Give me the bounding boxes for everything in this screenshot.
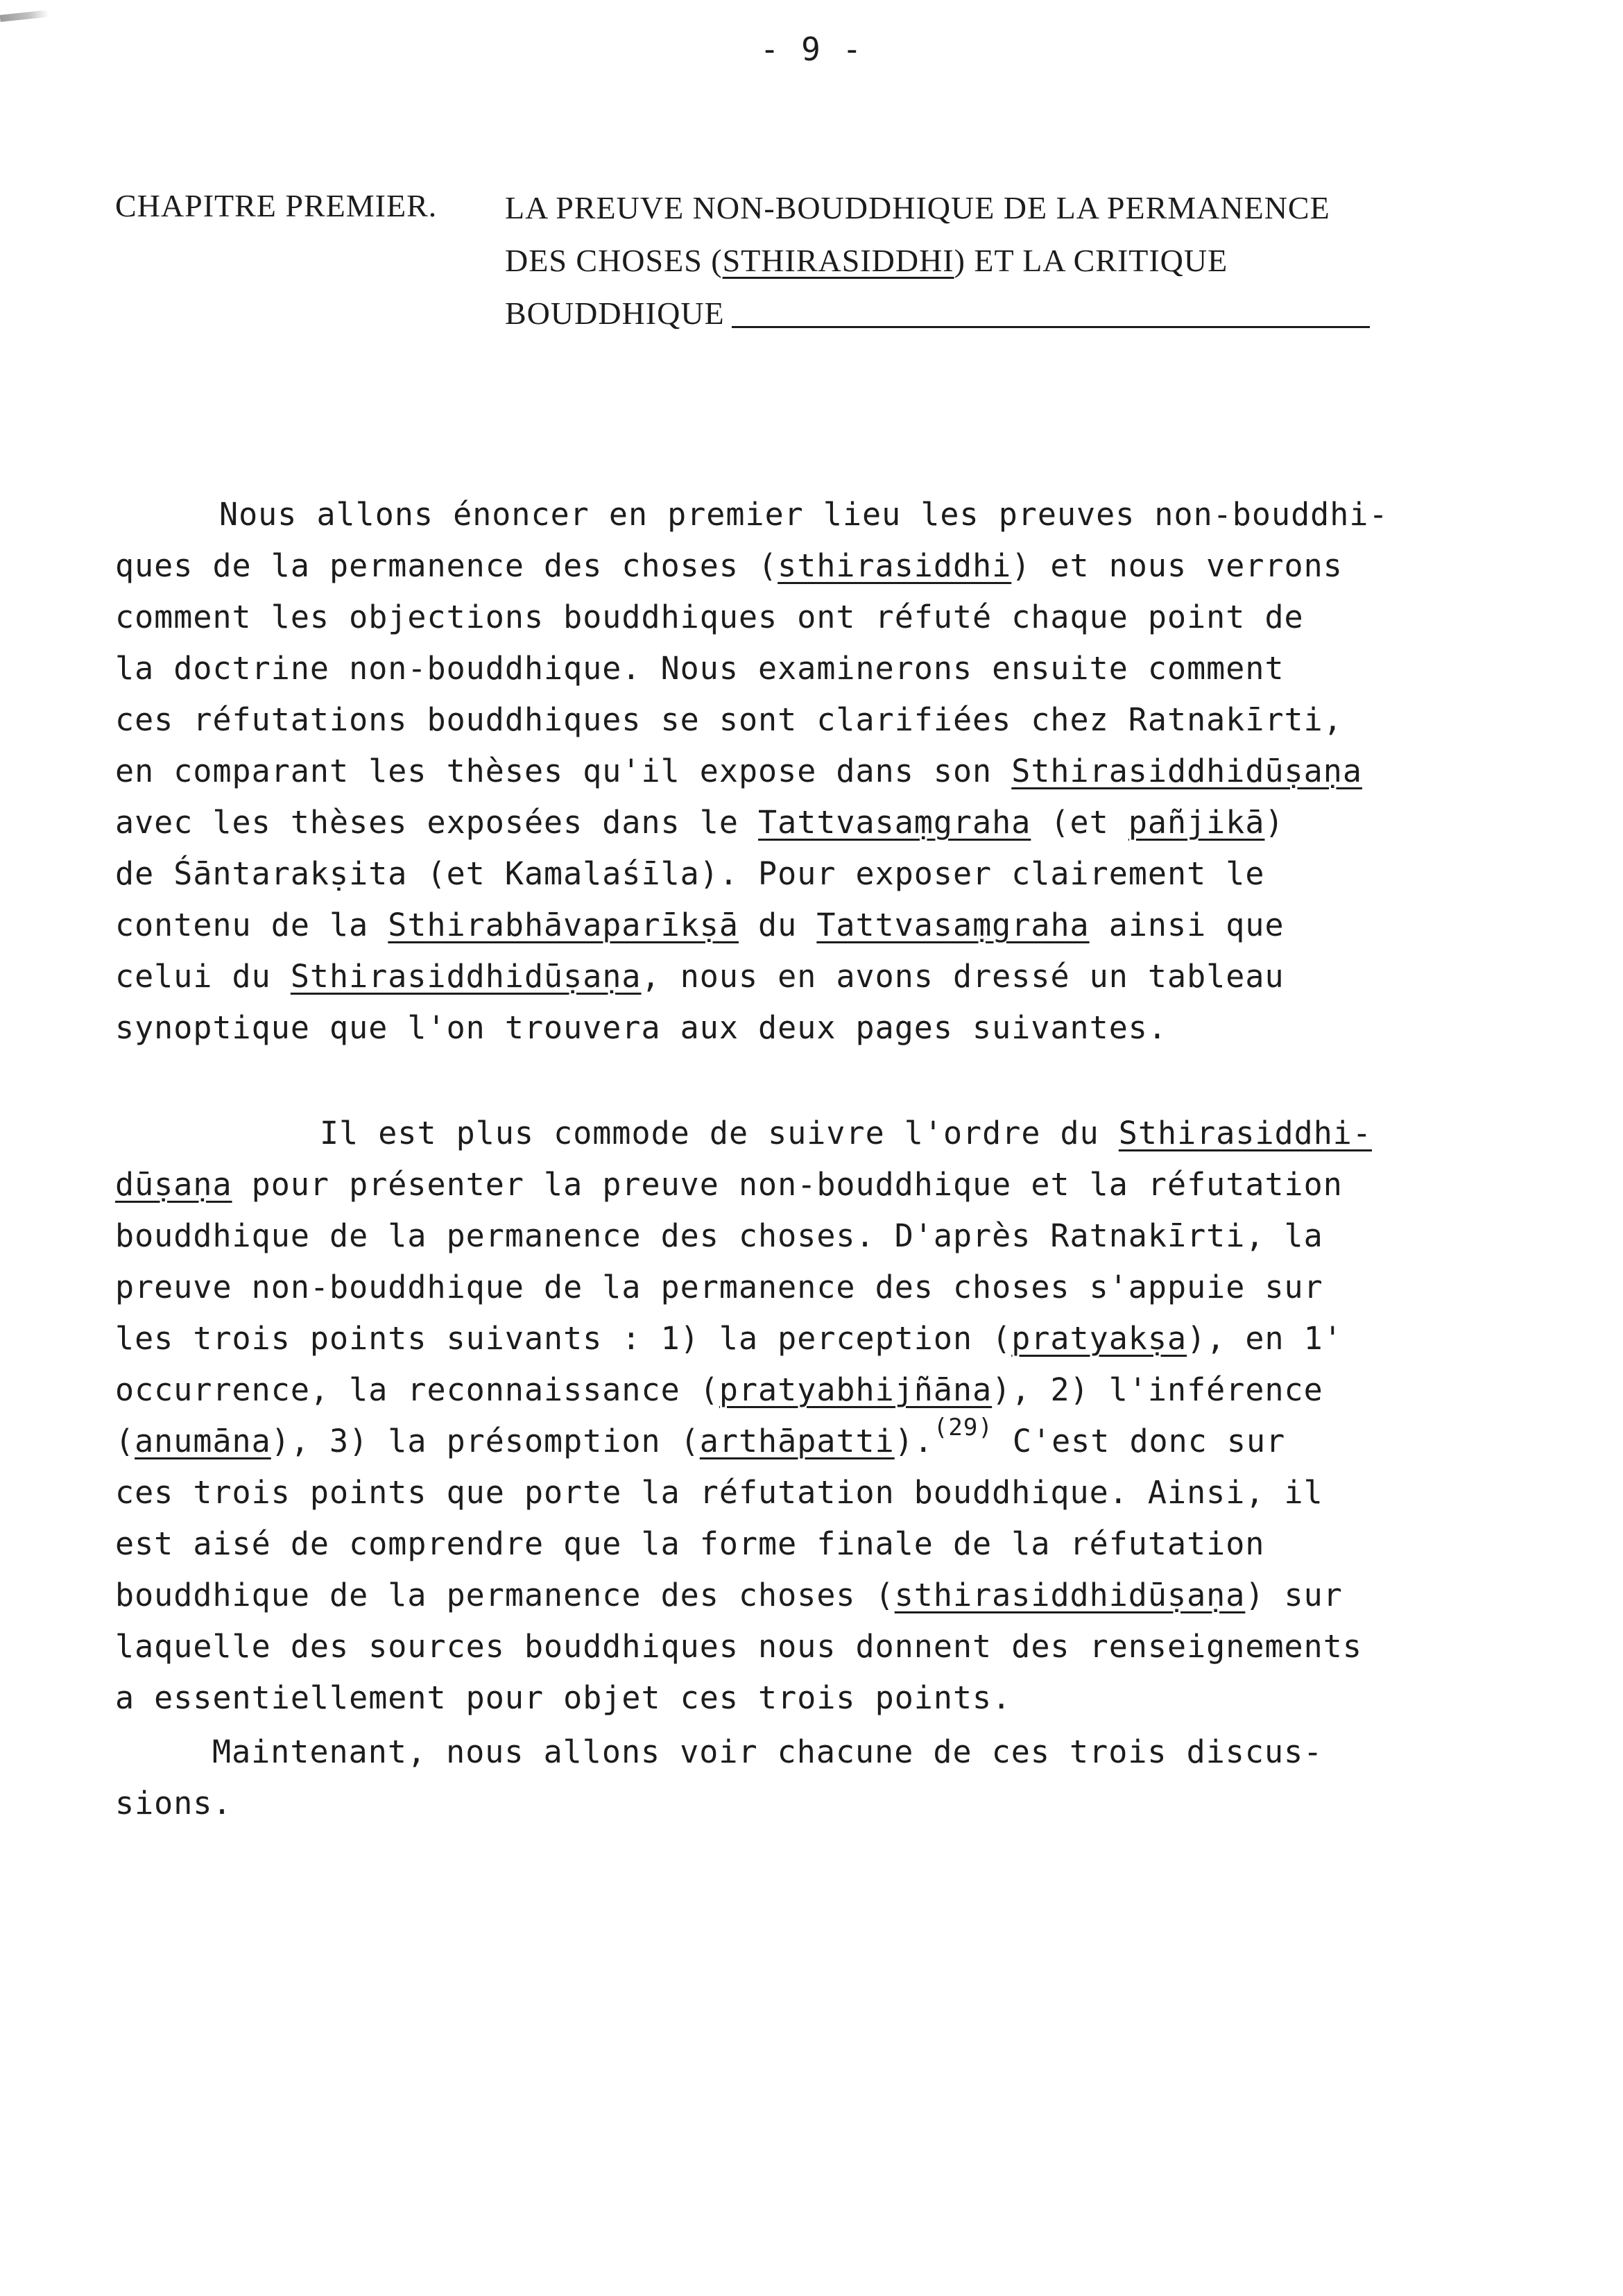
paragraph-2 — [115, 1108, 1530, 1724]
text-line: ces réfutations bouddhiques se sont clarifiées chez Ratnakīrti, — [115, 701, 1343, 738]
underlined-term: pañjikā — [1128, 804, 1265, 841]
underlined-term: pratyakṣa — [1011, 1320, 1187, 1357]
chapter-title-line: BOUDDHIQUE — [505, 287, 1370, 340]
paragraph-3 — [115, 1727, 1530, 1829]
underlined-term: Tattvasaṃgraha — [816, 907, 1090, 943]
page-number: - 9 - — [759, 31, 864, 68]
chapter-title-line: DES CHOSES (STHIRASIDDHI) ET LA CRITIQUE — [505, 243, 1228, 278]
text-line: les trois points suivants : 1) la perception (pratyakṣa), en 1' — [115, 1320, 1343, 1357]
text-line: preuve non-bouddhique de la permanence des choses s'appuie sur — [115, 1269, 1323, 1305]
chapter-title — [505, 182, 1370, 340]
underlined-term: arthāpatti — [699, 1423, 895, 1459]
underlined-term: Sthirasiddhidūṣaṇa — [290, 958, 642, 995]
text-line: comment les objections bouddhiques ont réfuté chaque point de — [115, 599, 1304, 635]
chapter-title-line: LA PREUVE NON-BOUDDHIQUE DE LA PERMANENCE — [505, 190, 1330, 225]
underlined-term: sthirasiddhi — [778, 547, 1012, 584]
underlined-term: Tattvasaṃgraha — [758, 804, 1031, 841]
text-line: ques de la permanence des choses (sthirasiddhi) et nous verrons — [115, 547, 1343, 584]
text-line: Nous allons énoncer en premier lieu les preuves non-bouddhi- — [219, 496, 1389, 533]
text-line: Il est plus commode de suivre l'ordre du Sthirasiddhi- — [320, 1115, 1372, 1151]
title-rule — [732, 326, 1370, 328]
underlined-term: dūṣaṇa — [115, 1166, 232, 1203]
underlined-term: anumāna — [135, 1423, 271, 1459]
underlined-term: Sthirasiddhi- — [1118, 1115, 1372, 1151]
underlined-term: STHIRASIDDHI — [722, 243, 954, 278]
text-line: contenu de la Sthirabhāvaparīkṣā du Tattvasaṃgraha ainsi que — [115, 907, 1285, 943]
text-line: laquelle des sources bouddhiques nous donnent des renseignements — [115, 1628, 1362, 1665]
underlined-term: Sthirasiddhidūṣaṇa — [1011, 753, 1362, 789]
text-line: bouddhique de la permanence des choses. D'après Ratnakīrti, la — [115, 1217, 1323, 1254]
text-line: occurrence, la reconnaissance (pratyabhijñāna), 2) l'inférence — [115, 1371, 1323, 1408]
text-line: de Śāntarakṣita (et Kamalaśīla). Pour exposer clairement le — [115, 855, 1265, 892]
text-line: dūṣaṇa pour présenter la preuve non-bouddhique et la réfutation — [115, 1166, 1343, 1203]
underlined-term: pratyabhijñāna — [719, 1371, 993, 1408]
scan-smudge — [0, 10, 49, 22]
text-line: avec les thèses exposées dans le Tattvasaṃgraha (et pañjikā) — [115, 804, 1285, 841]
text-line: la doctrine non-bouddhique. Nous examinerons ensuite comment — [115, 650, 1285, 687]
text-line: Maintenant, nous allons voir chacune de ces trois discus- — [212, 1733, 1323, 1770]
underlined-term: sthirasiddhidūṣaṇa — [894, 1577, 1246, 1613]
text-line: synoptique que l'on trouvera aux deux pages suivantes. — [115, 1009, 1167, 1046]
text-line: a essentiellement pour objet ces trois points. — [115, 1679, 1012, 1716]
text-line: (anumāna), 3) la présomption (arthāpatti).$^{(29)}$ C'est donc sur — [115, 1414, 1286, 1459]
underlined-term: Sthirabhāvaparīkṣā — [388, 907, 739, 943]
chapter-label: CHAPITRE PREMIER. — [115, 188, 438, 223]
text-line: celui du Sthirasiddhidūṣaṇa, nous en avons dressé un tableau — [115, 958, 1285, 995]
text-line: en comparant les thèses qu'il expose dans son Sthirasiddhidūṣaṇa — [115, 753, 1362, 789]
text-line: ces trois points que porte la réfutation bouddhique. Ainsi, il — [115, 1474, 1323, 1511]
text-line: bouddhique de la permanence des choses (sthirasiddhidūṣaṇa) sur — [115, 1577, 1343, 1613]
paragraph-1 — [115, 489, 1530, 1054]
text-line: sions. — [115, 1785, 232, 1822]
footnote-ref: (29) — [933, 1414, 993, 1441]
text-line: est aisé de comprendre que la forme finale de la réfutation — [115, 1525, 1265, 1562]
